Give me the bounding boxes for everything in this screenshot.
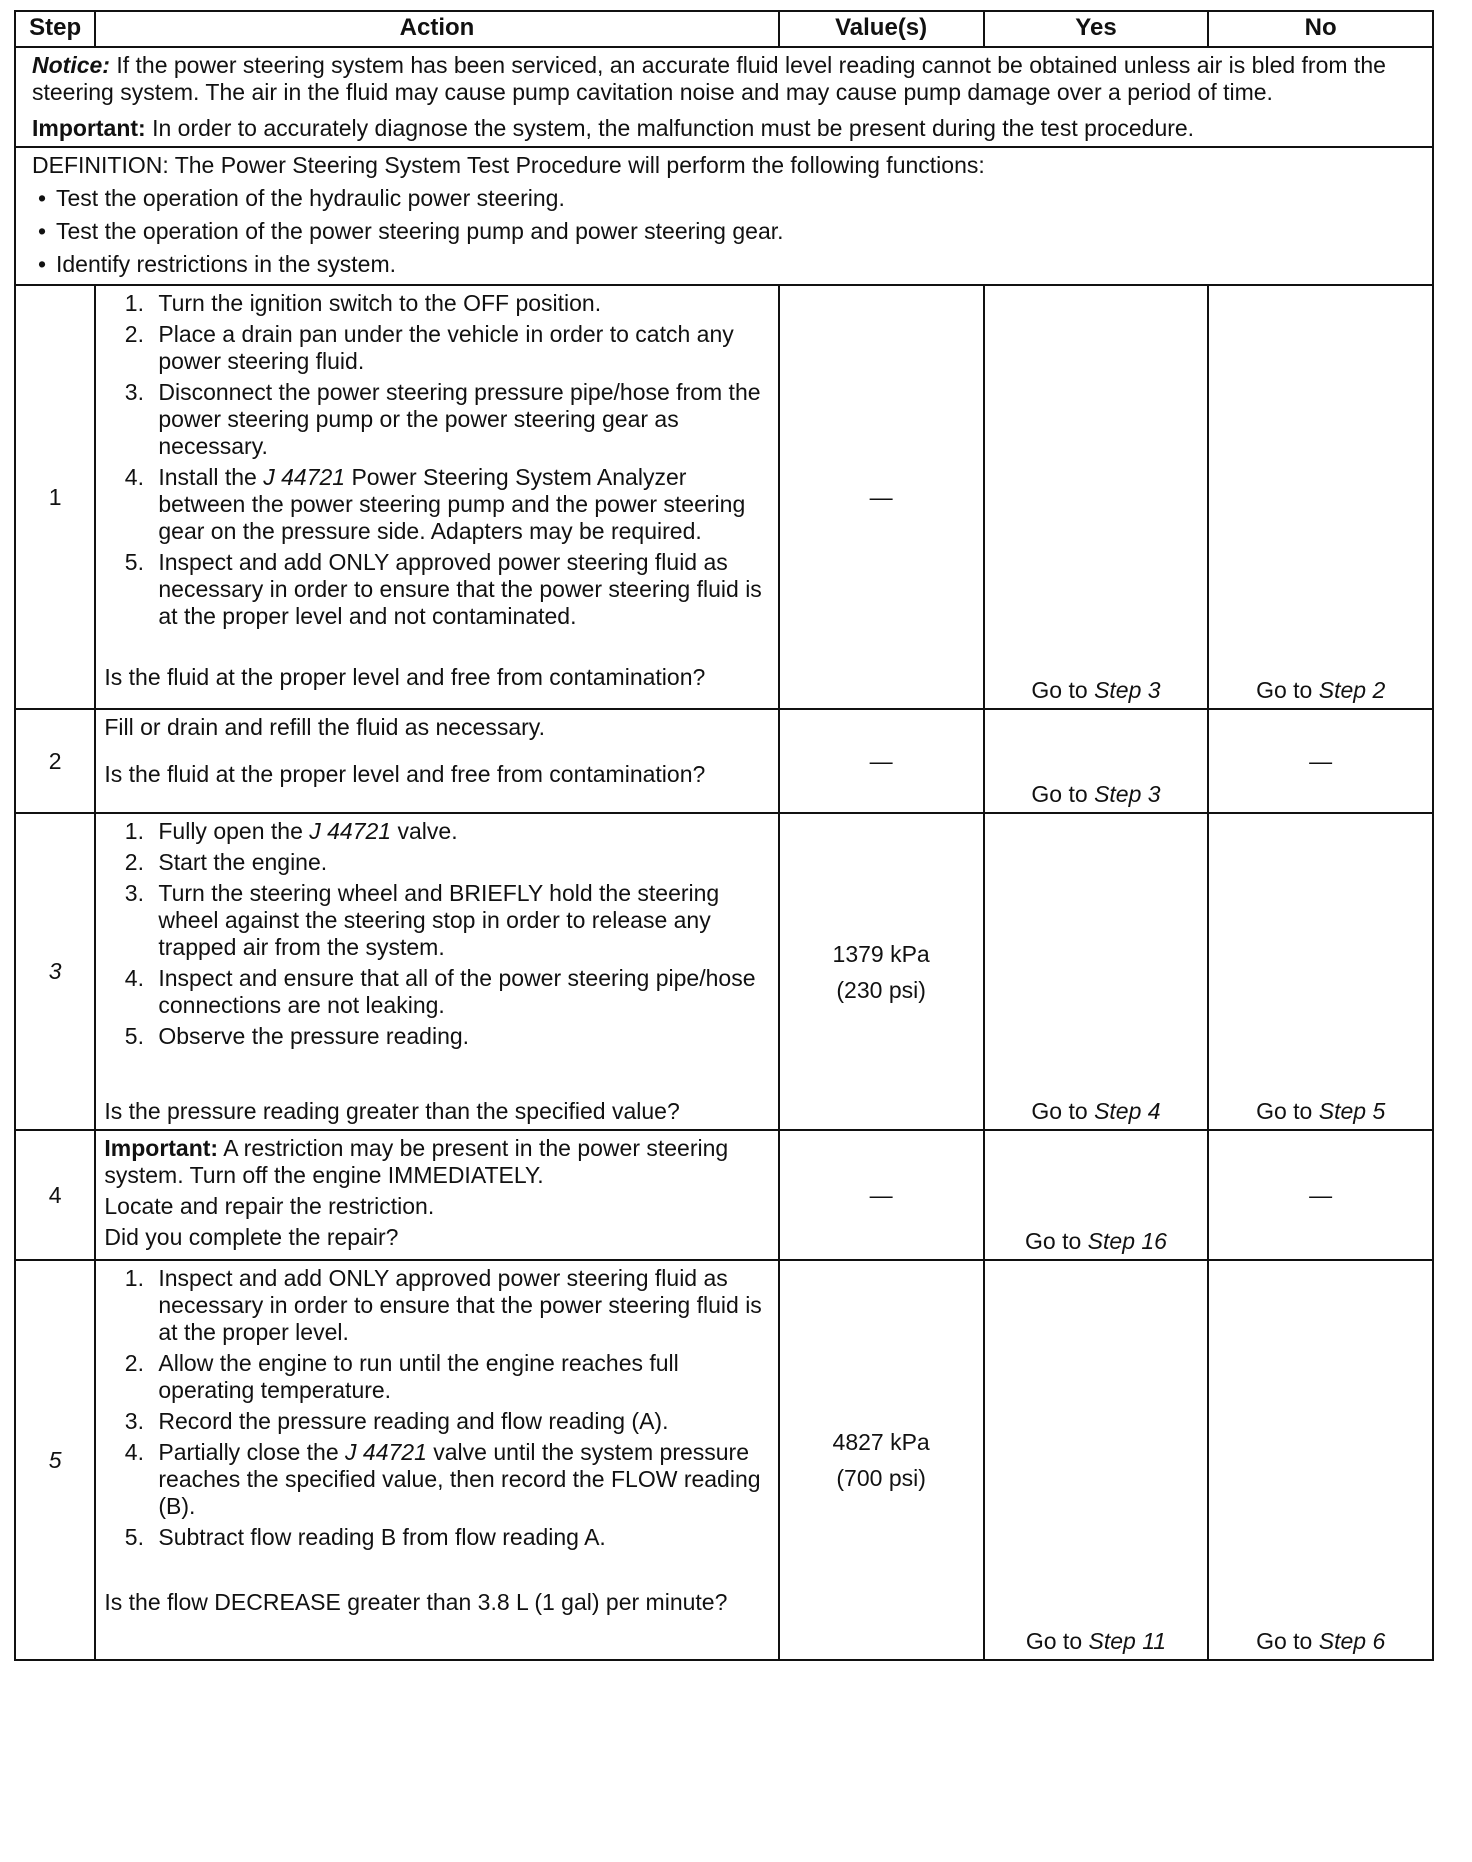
yes-target: Step 16 xyxy=(1087,1228,1167,1254)
notice-cell xyxy=(15,47,1433,147)
action-item: 5. Observe the pressure reading. xyxy=(150,1023,767,1050)
action-list xyxy=(104,818,767,1050)
action-item: 4. Inspect and ensure that all of the power steering pipe/hose connections are not leaking. xyxy=(150,965,767,1019)
definition-bullet: • Test the operation of the power steering pump and power steering gear. xyxy=(56,218,1420,245)
goto-text: Go to xyxy=(1031,677,1095,703)
value-line-2: (700 psi) xyxy=(836,1465,926,1491)
no-target: Step 2 xyxy=(1318,677,1386,703)
definition-list xyxy=(32,185,1420,278)
goto-text: Go to xyxy=(1025,1228,1088,1254)
step-row-4 xyxy=(15,1130,1433,1260)
yes-cell xyxy=(984,709,1209,813)
header-row xyxy=(15,11,1433,47)
yes-cell xyxy=(984,285,1209,709)
no-cell xyxy=(1208,1130,1433,1260)
step-question: Is the pressure reading greater than the specified value? xyxy=(104,1098,680,1124)
no-target: Step 5 xyxy=(1318,1098,1386,1124)
action-item: 2. Allow the engine to run until the engine reaches full operating temperature. xyxy=(150,1350,767,1404)
action-cell xyxy=(95,1260,778,1660)
value-dash: — xyxy=(869,747,893,774)
value-cell xyxy=(779,813,984,1130)
step-row-1 xyxy=(15,285,1433,709)
definition-bullet: • Test the operation of the hydraulic power steering. xyxy=(56,185,1420,212)
action-item: 5. Subtract flow reading B from flow reading A. xyxy=(150,1524,767,1551)
action-item: 1. Inspect and add ONLY approved power steering fluid as necessary in order to ensure that the power steering fluid is at the proper level. xyxy=(150,1265,767,1346)
value-line-1: 4827 kPa xyxy=(832,1429,930,1455)
action-item: 5. Inspect and add ONLY approved power steering fluid as necessary in order to ensure that the power steering fluid is at the proper level and not contaminated. xyxy=(150,549,767,630)
action-item xyxy=(150,1439,767,1520)
action-item xyxy=(150,464,767,545)
action-item: 3. Turn the steering wheel and BRIEFLY hold the steering wheel against the steering stop in order to release any trapped air from the system. xyxy=(150,880,767,961)
yes-target: Step 11 xyxy=(1088,1628,1167,1654)
step-number: 3 xyxy=(15,813,95,1130)
step-number: 2 xyxy=(15,709,95,813)
notice-label: Notice: xyxy=(32,52,110,78)
no-target: Step 6 xyxy=(1318,1628,1386,1654)
no-cell xyxy=(1208,813,1433,1130)
important-text: A restriction may be present in the power steering system. Turn off the engine IMMEDIATELY. xyxy=(104,1135,729,1188)
step-question: Is the fluid at the proper level and free from contamination? xyxy=(104,761,706,787)
yes-cell xyxy=(984,1260,1209,1660)
important-paragraph xyxy=(32,115,1420,142)
action-text: Install the xyxy=(158,464,264,490)
value-dash: — xyxy=(869,1181,893,1208)
step-row-3 xyxy=(15,813,1433,1130)
definition-cell xyxy=(15,147,1433,285)
action-text: Locate and repair the restriction. xyxy=(104,1193,435,1219)
value-cell xyxy=(779,285,984,709)
notice-paragraph xyxy=(32,52,1420,106)
goto-text: Go to xyxy=(1256,1098,1319,1124)
no-cell xyxy=(1208,285,1433,709)
header-step: Step xyxy=(15,11,95,47)
tool-reference: J 44721 xyxy=(263,464,346,490)
action-text: Fully open the xyxy=(158,818,310,844)
action-item: 2. Place a drain pan under the vehicle in order to catch any power steering fluid. xyxy=(150,321,767,375)
goto-text: Go to xyxy=(1256,677,1319,703)
goto-text: Go to xyxy=(1256,1628,1319,1654)
step-question: Did you complete the repair? xyxy=(104,1224,399,1250)
header-yes: Yes xyxy=(984,11,1209,47)
step-question: Is the flow DECREASE greater than 3.8 L (1 gal) per minute? xyxy=(104,1589,728,1615)
value-cell xyxy=(779,1260,984,1660)
action-cell xyxy=(95,1130,778,1260)
diagnostic-table xyxy=(14,10,1434,1661)
value-dash: — xyxy=(869,483,893,510)
action-item xyxy=(150,818,767,845)
important-label: Important: xyxy=(104,1135,219,1161)
goto-text: Go to xyxy=(1025,1628,1089,1654)
step-number: 5 xyxy=(15,1260,95,1660)
header-action: Action xyxy=(95,11,778,47)
yes-target: Step 3 xyxy=(1094,677,1161,703)
no-cell xyxy=(1208,709,1433,813)
action-cell xyxy=(95,813,778,1130)
yes-cell xyxy=(984,1130,1209,1260)
step-row-2 xyxy=(15,709,1433,813)
definition-bullet: • Identify restrictions in the system. xyxy=(56,251,1420,278)
important-note xyxy=(104,1135,767,1189)
tool-reference: J 44721 xyxy=(309,818,392,844)
action-text: valve. xyxy=(391,818,458,844)
no-dash: — xyxy=(1309,747,1333,774)
value-cell xyxy=(779,709,984,813)
action-cell xyxy=(95,285,778,709)
notice-row xyxy=(15,47,1433,147)
action-cell xyxy=(95,709,778,813)
header-values: Value(s) xyxy=(779,11,984,47)
step-question: Is the fluid at the proper level and free from contamination? xyxy=(104,664,706,690)
action-text: Fill or drain and refill the fluid as necessary. xyxy=(104,714,545,740)
value-line-2: (230 psi) xyxy=(836,976,926,1003)
definition-row xyxy=(15,147,1433,285)
yes-target: Step 4 xyxy=(1094,1098,1161,1124)
action-item: 3. Disconnect the power steering pressure pipe/hose from the power steering pump or the power steering gear as necessary. xyxy=(150,379,767,460)
yes-target: Step 3 xyxy=(1094,781,1161,807)
notice-text: If the power steering system has been serviced, an accurate fluid level reading cannot be obtained unless air is bled from the steering system. The air in the fluid may cause pump cavitation noise and may cause pump damage over a period of time. xyxy=(32,52,1386,105)
action-item: 3. Record the pressure reading and flow reading (A). xyxy=(150,1408,767,1435)
goto-text: Go to xyxy=(1031,781,1095,807)
step-number: 1 xyxy=(15,285,95,709)
action-list xyxy=(104,290,767,630)
step-number: 4 xyxy=(15,1130,95,1260)
header-no: No xyxy=(1208,11,1433,47)
value-line-1: 1379 kPa xyxy=(832,940,930,967)
no-cell xyxy=(1208,1260,1433,1660)
action-text: valve until the system pressure reaches the specified value, then record the FLOW reading (B). xyxy=(158,1439,761,1519)
important-label: Important: xyxy=(32,115,146,141)
definition-intro: DEFINITION: The Power Steering System Test Procedure will perform the following functions: xyxy=(32,152,985,178)
yes-cell xyxy=(984,813,1209,1130)
important-text: In order to accurately diagnose the system, the malfunction must be present during the test procedure. xyxy=(145,115,1195,141)
action-list xyxy=(104,1265,767,1551)
tool-reference: J 44721 xyxy=(345,1439,427,1465)
value-cell xyxy=(779,1130,984,1260)
no-dash: — xyxy=(1309,1181,1333,1208)
action-item: 1. Turn the ignition switch to the OFF position. xyxy=(150,290,767,317)
action-item: 2. Start the engine. xyxy=(150,849,767,876)
action-text: Power Steering System Analyzer between the power steering pump and the power steering gear on the pressure side. Adapters may be required. xyxy=(158,464,746,544)
action-text: Partially close the xyxy=(158,1439,346,1465)
step-row-5 xyxy=(15,1260,1433,1660)
goto-text: Go to xyxy=(1031,1098,1095,1124)
